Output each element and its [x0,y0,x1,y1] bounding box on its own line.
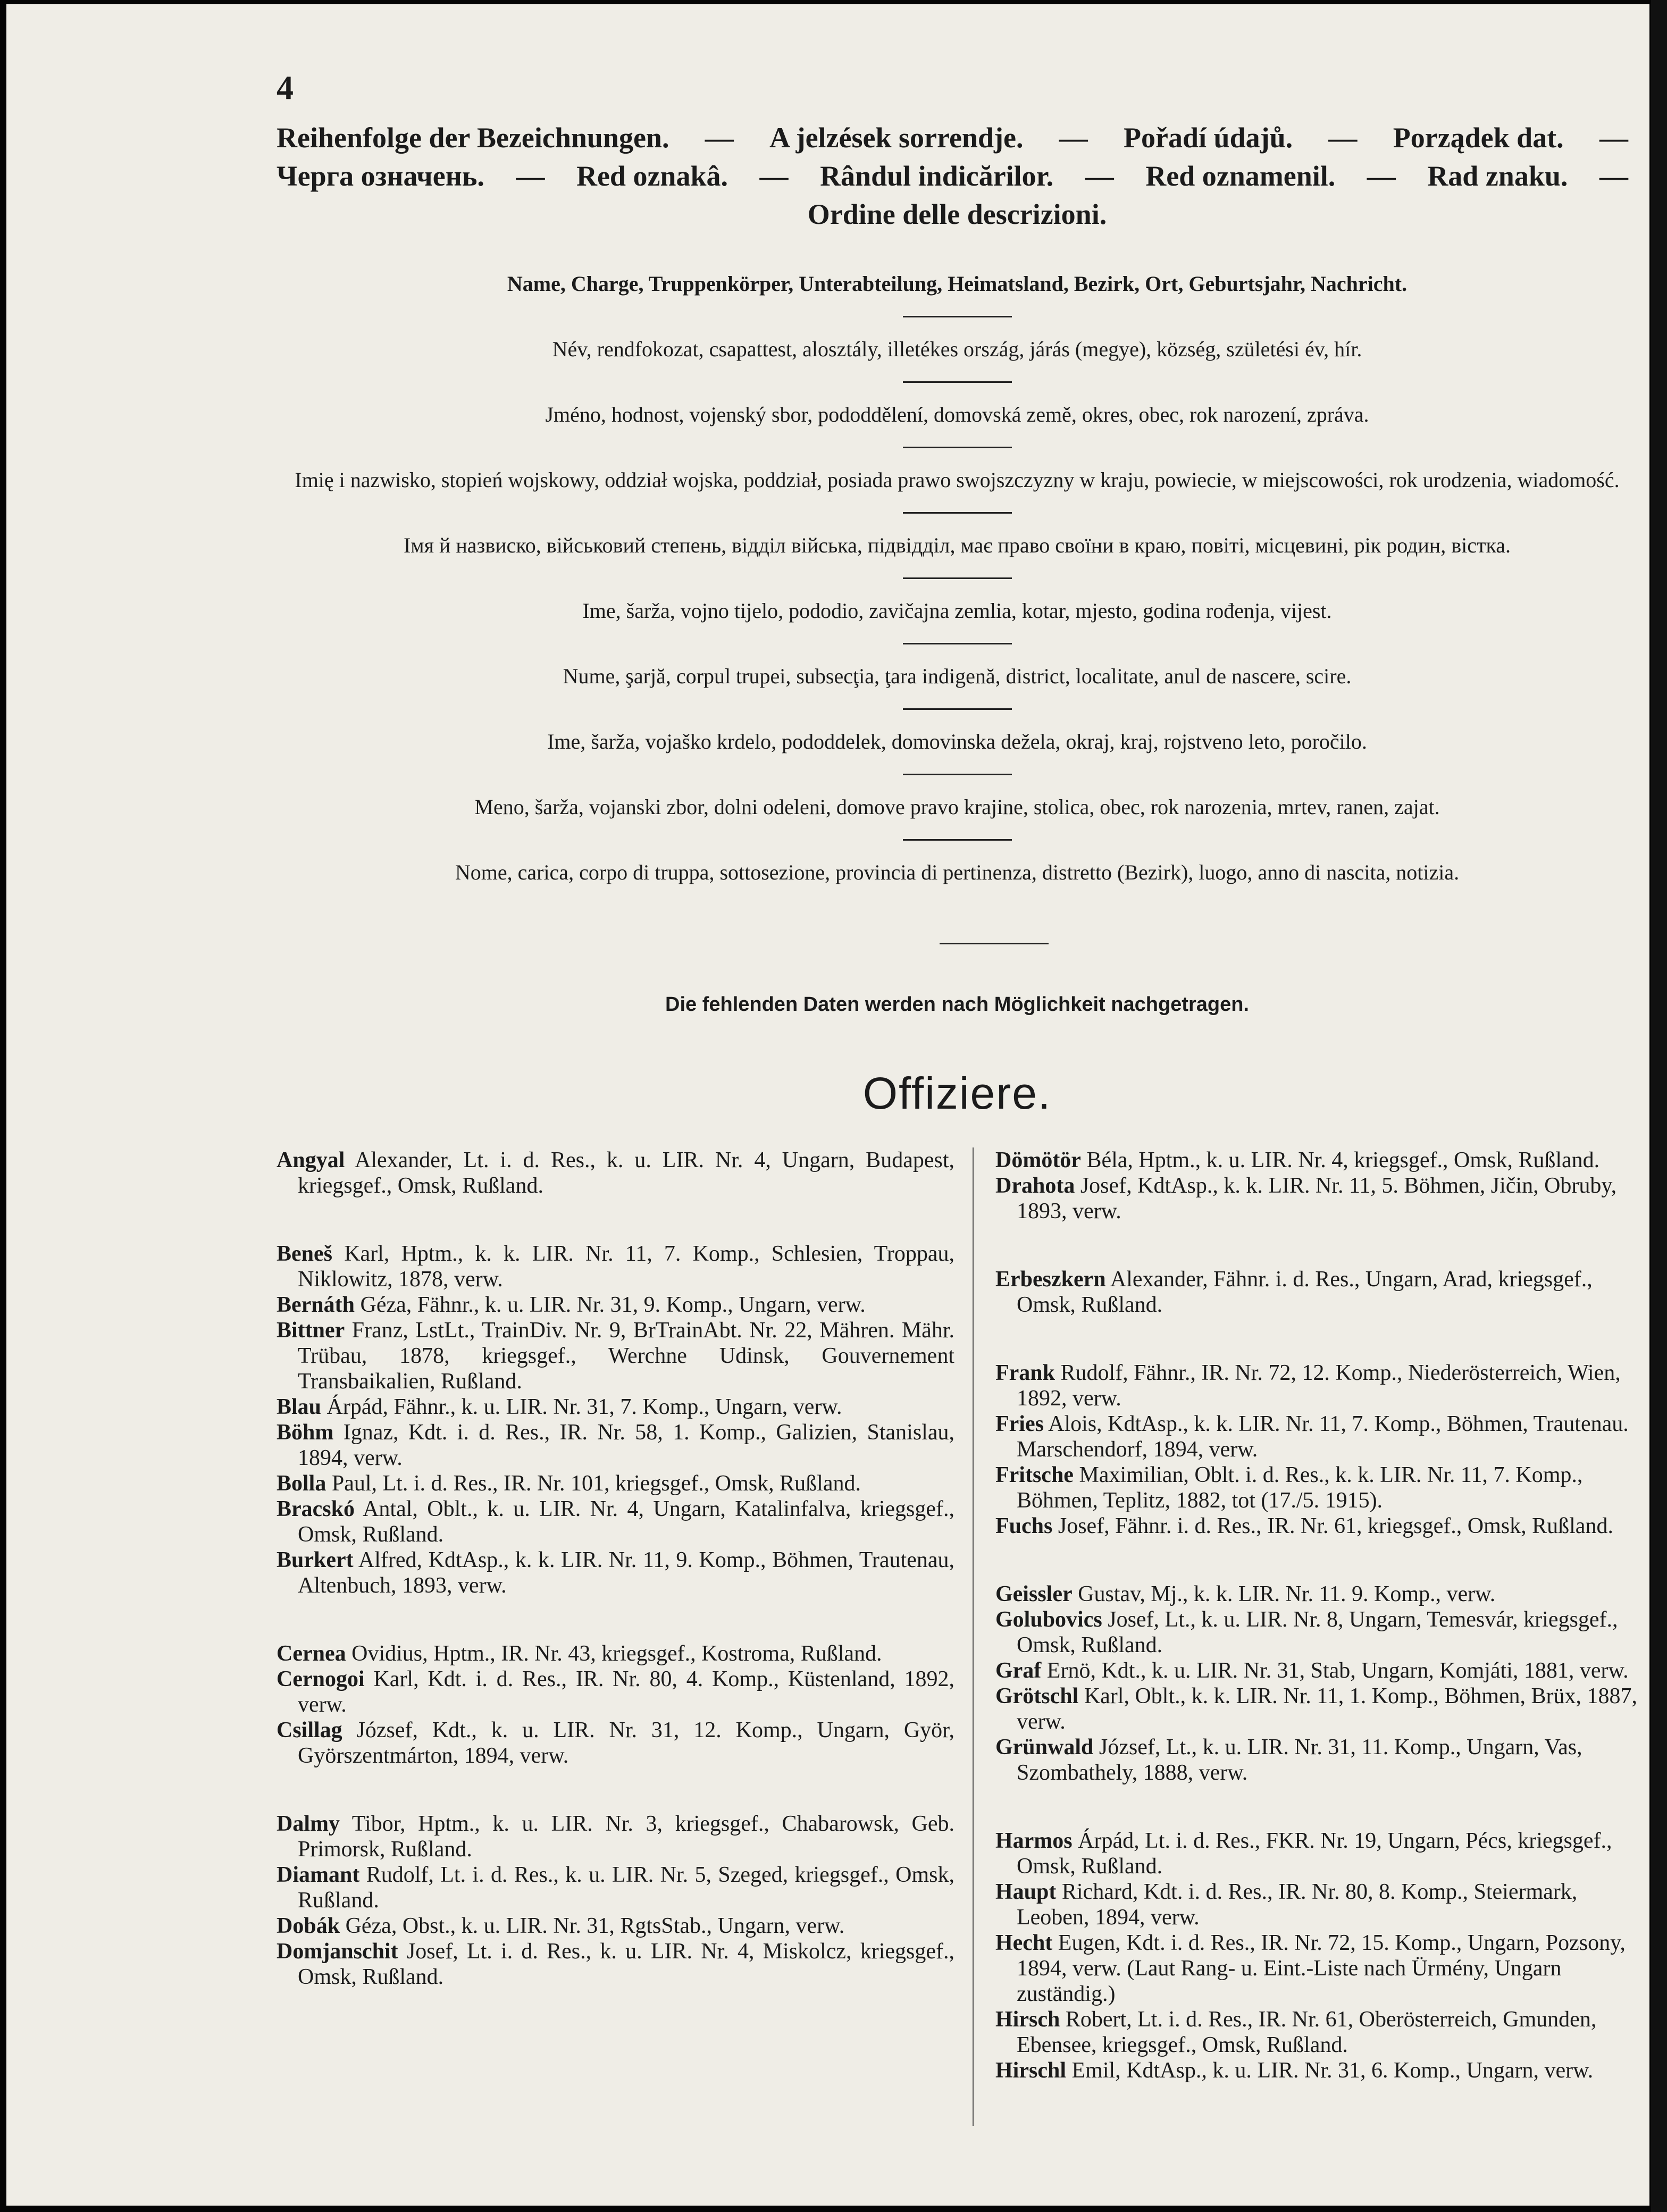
officer-entry [995,1879,1647,1930]
officer-surname: Graf [995,1658,1042,1683]
officer-surname: Cernea [277,1641,346,1666]
order-sl: Red oznamenil. [1145,160,1336,192]
officer-entry [995,1735,1647,1786]
officer-entry [277,1641,954,1666]
divider [903,774,1012,775]
officer-entry [995,1930,1647,2007]
officer-surname: Bracskó [277,1497,355,1521]
officer-details: Karl, Hptm., k. k. LIR. Nr. 11, 7. Komp., Schlesien, Troppau, Niklowitz, 1878, verw. [298,1242,954,1292]
order-hr: Red oznakâ. [576,160,728,192]
divider [903,708,1012,710]
order-ro: Rândul indicărilor. [820,160,1054,192]
officer-entry [277,1241,954,1292]
officer-details: József, Kdt., k. u. LIR. Nr. 31, 12. Komp., Ungarn, Györ, Györszentmárton, 1894, verw. [298,1718,954,1768]
dash: — [705,122,734,154]
divider [903,316,1012,317]
officer-entry [277,1939,954,1990]
format-line-hr: Ime, šarža, vojno tijelo, pododio, zavičajna zemlia, kotar, mjesto, godina rođenja, vijest. [582,599,1332,623]
order-pl: Porządek dat. [1393,122,1564,154]
officer-entry [995,2007,1647,2058]
divider [903,643,1012,644]
entry-gap [995,1224,1647,1267]
officer-entry [995,1513,1647,1539]
officer-entry [277,1420,954,1471]
officer-entry [277,1666,954,1717]
officer-surname: Cernogoi [277,1667,365,1691]
format-line-pl: Imię i nazwisko, stopień wojskowy, oddział wojska, poddział, posiada prawo swojszczyzny w kraju, powiecie, w miejscowości, rok urodzenia, wiadomość. [295,468,1620,492]
missing-data-notice: Die fehlenden Daten werden nach Möglichkeit nachgetragen. [665,993,1249,1016]
order-hu: A jelzések sorrendje. [769,122,1024,154]
format-line-de: Name, Charge, Truppenkörper, Unterabteilung, Heimatsland, Bezirk, Ort, Geburtsjahr, Nachricht. [507,272,1408,296]
divider [903,577,1012,579]
dash: — [1085,160,1114,192]
officer-entry [995,1683,1647,1735]
officer-surname: Dömötör [995,1148,1081,1172]
dash: — [1328,122,1358,154]
officer-details: Ovidius, Hptm., IR. Nr. 43, kriegsgef., Kostroma, Rußland. [346,1641,882,1666]
officer-surname: Bernáth [277,1293,355,1317]
officer-details: Ernö, Kdt., k. u. LIR. Nr. 31, Stab, Ungarn, Komjáti, 1881, verw. [1041,1658,1629,1683]
officer-entry [277,1471,954,1496]
officer-entry [277,1292,954,1318]
officer-entry [995,1581,1647,1607]
officer-surname: Erbeszkern [995,1267,1106,1292]
officer-surname: Grünwald [995,1735,1094,1759]
officer-surname: Bittner [277,1318,345,1343]
officer-entry [995,1147,1647,1173]
page-number: 4 [277,69,294,106]
dash: — [759,160,789,192]
officer-surname: Haupt [995,1880,1057,1904]
dash: — [1599,122,1628,154]
officer-details: Tibor, Hptm., k. u. LIR. Nr. 3, kriegsgef., Chabarowsk, Geb. Primorsk, Rußland. [298,1812,954,1862]
officer-surname: Fuchs [995,1514,1053,1538]
officer-details: Árpád, Lt. i. d. Res., FKR. Nr. 19, Ungarn, Pécs, kriegsgef., Omsk, Rußland. [1017,1829,1612,1879]
officer-surname: Csillag [277,1718,342,1742]
officer-entry [995,1828,1647,1879]
format-line-it: Nome, carica, corpo di truppa, sottosezione, provincia di pertinenza, distretto (Bezirk), luogo, anno di nascita, notizia. [455,860,1460,884]
officer-surname: Beneš [277,1242,332,1266]
officer-details: Alexander, Lt. i. d. Res., k. u. LIR. Nr. 4, Ungarn, Budapest, kriegsgef., Omsk, Rußland. [298,1148,954,1198]
officer-surname: Harmos [995,1829,1073,1853]
left-column [277,1147,954,1990]
officer-entry [995,1658,1647,1683]
officer-surname: Hirsch [995,2007,1060,2032]
order-header [277,119,1638,233]
entry-gap [995,1786,1647,1828]
officer-details: Rudolf, Fähnr., IR. Nr. 72, 12. Komp., Niederösterreich, Wien, 1892, verw. [1017,1361,1621,1411]
order-header-line-3 [277,195,1638,233]
officer-details: Eugen, Kdt. i. d. Res., IR. Nr. 72, 15. Komp., Ungarn, Pozsony, 1894, verw. (Laut Rang- u. Eint.-Liste nach Ürmény, Ungarn zuständig.) [1017,1931,1626,2006]
officer-surname: Diamant [277,1863,360,1887]
officer-surname: Bolla [277,1471,326,1496]
format-line-sk: Meno, šarža, vojanski zbor, dolni odeleni, domove pravo krajine, stolica, obec, rok narozenia, mrtev, ranen, zajat. [474,795,1440,819]
format-line-ro: Nume, şarjă, corpul trupei, subsecţia, ţara indigenă, district, localitate, anul de nascere, scire. [563,664,1352,688]
dash: — [516,160,545,192]
officer-surname: Dobák [277,1914,340,1938]
officer-details: Josef, Fähnr. i. d. Res., IR. Nr. 61, kriegsgef., Omsk, Rußland. [1052,1514,1613,1538]
divider [903,447,1012,448]
officer-details: Béla, Hptm., k. u. LIR. Nr. 4, kriegsgef., Omsk, Rußland. [1080,1148,1600,1172]
officer-details: Paul, Lt. i. d. Res., IR. Nr. 101, kriegsgef., Omsk, Rußland. [326,1471,861,1496]
entry-gap [995,1539,1647,1581]
officer-details: Géza, Fähnr., k. u. LIR. Nr. 31, 9. Komp., Ungarn, verw. [355,1293,866,1317]
officer-surname: Böhm [277,1420,334,1445]
divider [903,381,1012,383]
order-it: Ordine delle descrizioni. [807,198,1107,230]
order-ua: Черга означень. [277,160,484,192]
order-sk: Rad znaku. [1427,160,1568,192]
officer-surname: Hirschl [995,2058,1066,2083]
officer-details: Josef, KdtAsp., k. k. LIR. Nr. 11, 5. Böhmen, Jičin, Obruby, 1893, verw. [1017,1174,1617,1224]
officer-surname: Golubovics [995,1607,1102,1632]
column-divider [973,1147,974,2126]
officer-entry [277,1913,954,1939]
entry-gap [277,1199,954,1241]
document-page [6,4,1649,2206]
scan-edge [1651,0,1667,2212]
officer-entry [995,1462,1647,1513]
officer-entry [995,1267,1647,1318]
officer-details: Alexander, Fähnr. i. d. Res., Ungarn, Arad, kriegsgef., Omsk, Rußland. [1017,1267,1593,1317]
officer-details: Karl, Kdt. i. d. Res., IR. Nr. 80, 4. Komp., Küstenland, 1892, verw. [298,1667,954,1717]
right-column [995,1147,1647,2083]
officer-entry [277,1318,954,1394]
officer-details: Géza, Obst., k. u. LIR. Nr. 31, RgtsStab., Ungarn, verw. [340,1914,845,1938]
officer-details: Josef, Lt., k. u. LIR. Nr. 8, Ungarn, Temesvár, kriegsgef., Omsk, Rußland. [1017,1607,1618,1657]
officer-surname: Angyal [277,1148,345,1172]
format-line-sl: Ime, šarža, vojaško krdelo, pododdelek, domovinska dežela, okraj, kraj, rojstveno leto, poročilo. [547,730,1367,753]
dash: — [1059,122,1088,154]
officer-entry [277,1862,954,1913]
divider [940,943,1049,944]
officer-details: Robert, Lt. i. d. Res., IR. Nr. 61, Oberösterreich, Gmunden, Ebensee, kriegsgef., Omsk, Rußland. [1017,2007,1597,2057]
entry-gap [277,1598,954,1641]
format-line-cz: Jméno, hodnost, vojenský sbor, pododdělení, domovská země, okres, obec, rok narození, zpráva. [545,403,1369,426]
order-header-line-2 [277,157,1638,195]
officer-surname: Grötschl [995,1684,1079,1708]
officer-entry [277,1547,954,1598]
entry-gap [995,1318,1647,1360]
officer-entry [995,1411,1647,1462]
officer-details: Maximilian, Oblt. i. d. Res., k. k. LIR. Nr. 11, 7. Komp., Böhmen, Teplitz, 1882, tot (17./5. 1915). [1017,1463,1583,1513]
officer-surname: Burkert [277,1548,354,1572]
format-line-ua: Імя й назвиско, військовий степень, відділ війська, підвідділ, має право своїни в краю, повіті, місцевині, рік родин, вістка. [403,533,1511,557]
officer-details: Árpád, Fähnr., k. u. LIR. Nr. 31, 7. Komp., Ungarn, verw. [321,1395,842,1419]
officer-details: Ignaz, Kdt. i. d. Res., IR. Nr. 58, 1. Komp., Galizien, Stanislau, 1894, verw. [298,1420,954,1470]
officer-details: Gustav, Mj., k. k. LIR. Nr. 11. 9. Komp., verw. [1072,1582,1496,1606]
officer-entry [277,1147,954,1199]
format-line-hu: Név, rendfokozat, csapattest, alosztály, illetékes ország, járás (megye), község, születési év, hír. [552,337,1362,361]
officer-entry [277,1811,954,1862]
order-cz: Pořadí údajů. [1124,122,1293,154]
order-header-line-1 [277,119,1638,157]
order-de: Reihenfolge der Bezeichnungen. [277,122,669,154]
officer-surname: Frank [995,1361,1056,1385]
officer-surname: Geissler [995,1582,1073,1606]
officer-surname: Domjanschit [277,1939,398,1964]
dash: — [1599,160,1628,192]
officer-surname: Hecht [995,1931,1053,1955]
officer-entry [277,1394,954,1420]
officer-entry [995,1173,1647,1224]
dash: — [1367,160,1396,192]
officer-entry [995,1360,1647,1411]
officer-details: József, Lt., k. u. LIR. Nr. 31, 11. Komp., Ungarn, Vas, Szombathely, 1888, verw. [1017,1735,1582,1785]
format-descriptions [277,270,1638,886]
officer-details: Karl, Oblt., k. k. LIR. Nr. 11, 1. Komp., Böhmen, Brüx, 1887, verw. [1017,1684,1638,1734]
officer-surname: Fries [995,1412,1044,1436]
officer-details: Rudolf, Lt. i. d. Res., k. u. LIR. Nr. 5, Szeged, kriegsgef., Omsk, Rußland. [298,1863,954,1913]
officer-entry [277,1717,954,1769]
officer-surname: Dalmy [277,1812,340,1836]
officer-details: Alois, KdtAsp., k. k. LIR. Nr. 11, 7. Komp., Böhmen, Trautenau. Marschendorf, 1894, verw. [1017,1412,1629,1462]
entry-gap [277,1769,954,1811]
divider [903,512,1012,514]
officer-surname: Fritsche [995,1463,1074,1487]
officer-entry [995,1607,1647,1658]
officer-entry [995,2058,1647,2083]
officer-entry [277,1496,954,1547]
officer-details: Franz, LstLt., TrainDiv. Nr. 9, BrTrainAbt. Nr. 22, Mähren. Mähr. Trübau, 1878, kriegsgef., Werchne Udinsk, Gouvernement Transbaikalien, Rußland. [298,1318,954,1394]
section-title: Offiziere. [862,1068,1052,1118]
officer-details: Emil, KdtAsp., k. u. LIR. Nr. 31, 6. Komp., Ungarn, verw. [1066,2058,1594,2083]
officer-details: Alfred, KdtAsp., k. k. LIR. Nr. 11, 9. Komp., Böhmen, Trautenau, Altenbuch, 1893, verw. [298,1548,954,1598]
officer-surname: Blau [277,1395,322,1419]
officer-details: Antal, Oblt., k. u. LIR. Nr. 4, Ungarn, Katalinfalva, kriegsgef., Omsk, Rußland. [298,1497,954,1547]
officer-details: Richard, Kdt. i. d. Res., IR. Nr. 80, 8. Komp., Steiermark, Leoben, 1894, verw. [1017,1880,1578,1930]
officer-surname: Drahota [995,1174,1075,1198]
divider [903,839,1012,841]
officer-details: Josef, Lt. i. d. Res., k. u. LIR. Nr. 4, Miskolcz, kriegsgef., Omsk, Rußland. [298,1939,954,1989]
